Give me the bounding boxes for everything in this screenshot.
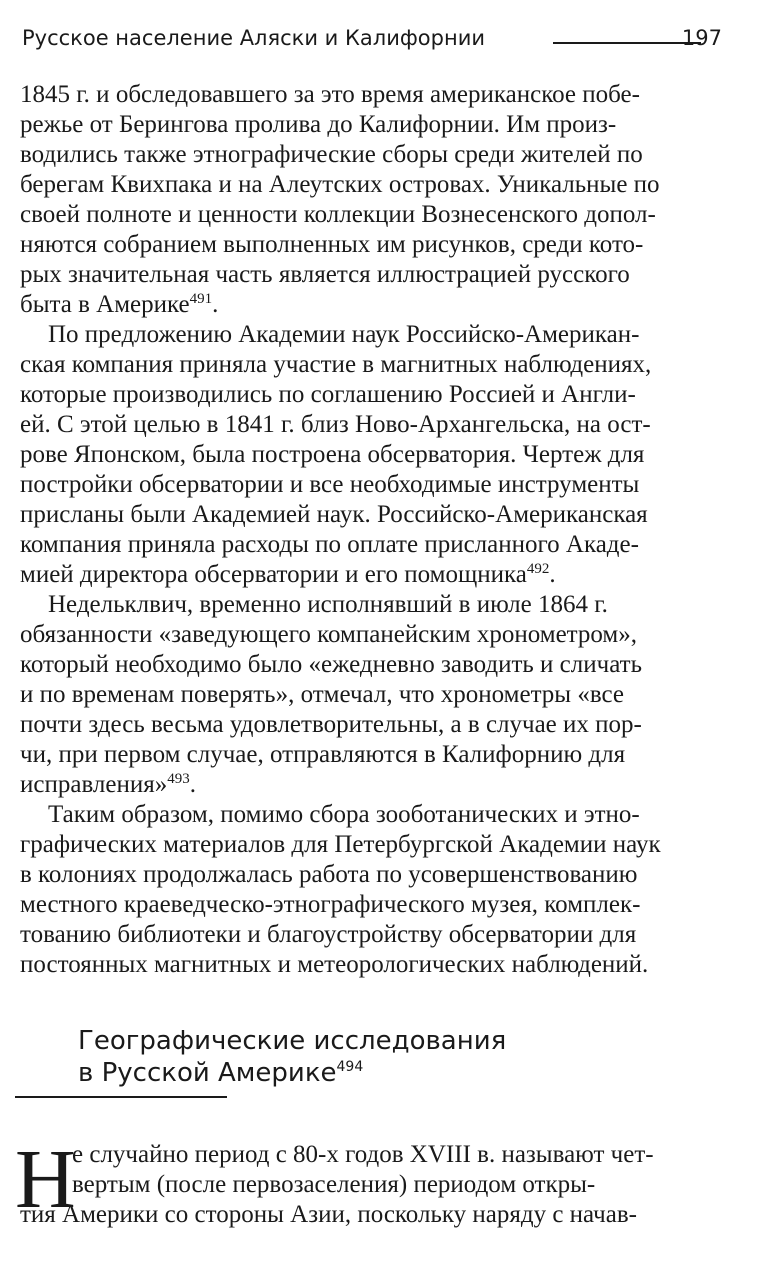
text-line: Недельклвич, временно исполнявший в июле 1864 г. <box>48 591 608 618</box>
section-title-line2: в Русской Америке$^{494}$ <box>78 1058 364 1088</box>
text-line: своей полноте и ценности коллекции Вознесенского допол- <box>20 201 656 228</box>
section-rule <box>15 1096 227 1098</box>
text-line: исправления»$^{493}$. <box>20 771 197 798</box>
text-line: ская компания приняла участие в магнитных наблюдениях, <box>20 351 652 378</box>
text-line: которые производились по соглашению Россией и Англи- <box>20 381 636 408</box>
text-line: в колониях продолжалась работа по усовершенствованию <box>20 861 638 888</box>
page-number: 197 <box>681 26 722 50</box>
text-line: По предложению Академии наук Российско-Американ- <box>48 321 640 348</box>
text-line: Таким образом, помимо сбора зооботанических и этно- <box>48 801 640 828</box>
text-line: мией директора обсерватории и его помощника$^{492}$. <box>20 561 556 588</box>
text-line: постройки обсерватории и все необходимые инструменты <box>20 471 640 498</box>
running-title: Русское население Аляски и Калифорнии <box>22 26 485 50</box>
text-line: вертым (после первозаселения) периодом откры- <box>72 1171 596 1198</box>
text-line: присланы были Академией наук. Российско-Американская <box>20 501 648 528</box>
text-line: е случайно период с 80-х годов XVIII в. называют чет- <box>72 1141 654 1168</box>
footnote-ref: 492 <box>526 561 550 577</box>
text-line: рове Японском, была построена обсерватория. Чертеж для <box>20 441 645 468</box>
running-header <box>22 22 722 54</box>
footnote-ref: 493 <box>167 771 190 787</box>
text-line: графических материалов для Петербургской Академии наук <box>20 831 661 858</box>
text-line: и по временам поверять», отмечал, что хронометры «все <box>20 681 625 708</box>
text-line: 1845 г. и обследовавшего за это время американское побе- <box>20 81 640 108</box>
text-line: режье от Берингова пролива до Калифорнии. Им произ- <box>20 111 617 138</box>
footnote-ref: 491 <box>189 291 213 307</box>
text-line: обязанности «заведующего компанейским хронометром», <box>20 621 638 648</box>
text-line: который необходимо было «ежедневно заводить и сличать <box>20 651 642 678</box>
header-rule <box>553 42 701 44</box>
text-line: быта в Америке$^{491}$. <box>20 291 219 318</box>
text-line: постоянных магнитных и метеорологических наблюдений. <box>20 951 649 978</box>
drop-cap: Н <box>15 1133 76 1226</box>
text-line: компания приняла расходы по оплате присланного Акаде- <box>20 531 639 558</box>
text-line: берегам Квихпака и на Алеутских островах. Уникальные по <box>20 171 660 198</box>
text-line: чи, при первом случае, отправляются в Калифорнию для <box>20 741 626 768</box>
text-line: тия Америки со стороны Азии, поскольку наряду с начав- <box>20 1201 637 1228</box>
section-title-line1: Географические исследования <box>78 1026 507 1056</box>
footnote-ref: 494 <box>336 1059 364 1075</box>
text-line: ей. С этой целью в 1841 г. близ Ново-Архангельска, на ост- <box>20 411 651 438</box>
text-line: няются собранием выполненных им рисунков, среди кото- <box>20 231 644 258</box>
text-line: почти здесь весьма удовлетворительны, а в случае их пор- <box>20 711 642 738</box>
text-line: местного краеведческо-этнографического музея, комплек- <box>20 891 641 918</box>
text-line: тованию библиотеки и благоустройству обсерватории для <box>20 921 637 948</box>
text-line: водились также этнографические сборы среди жителей по <box>20 141 643 168</box>
text-line: рых значительная часть является иллюстрацией русского <box>20 261 630 288</box>
